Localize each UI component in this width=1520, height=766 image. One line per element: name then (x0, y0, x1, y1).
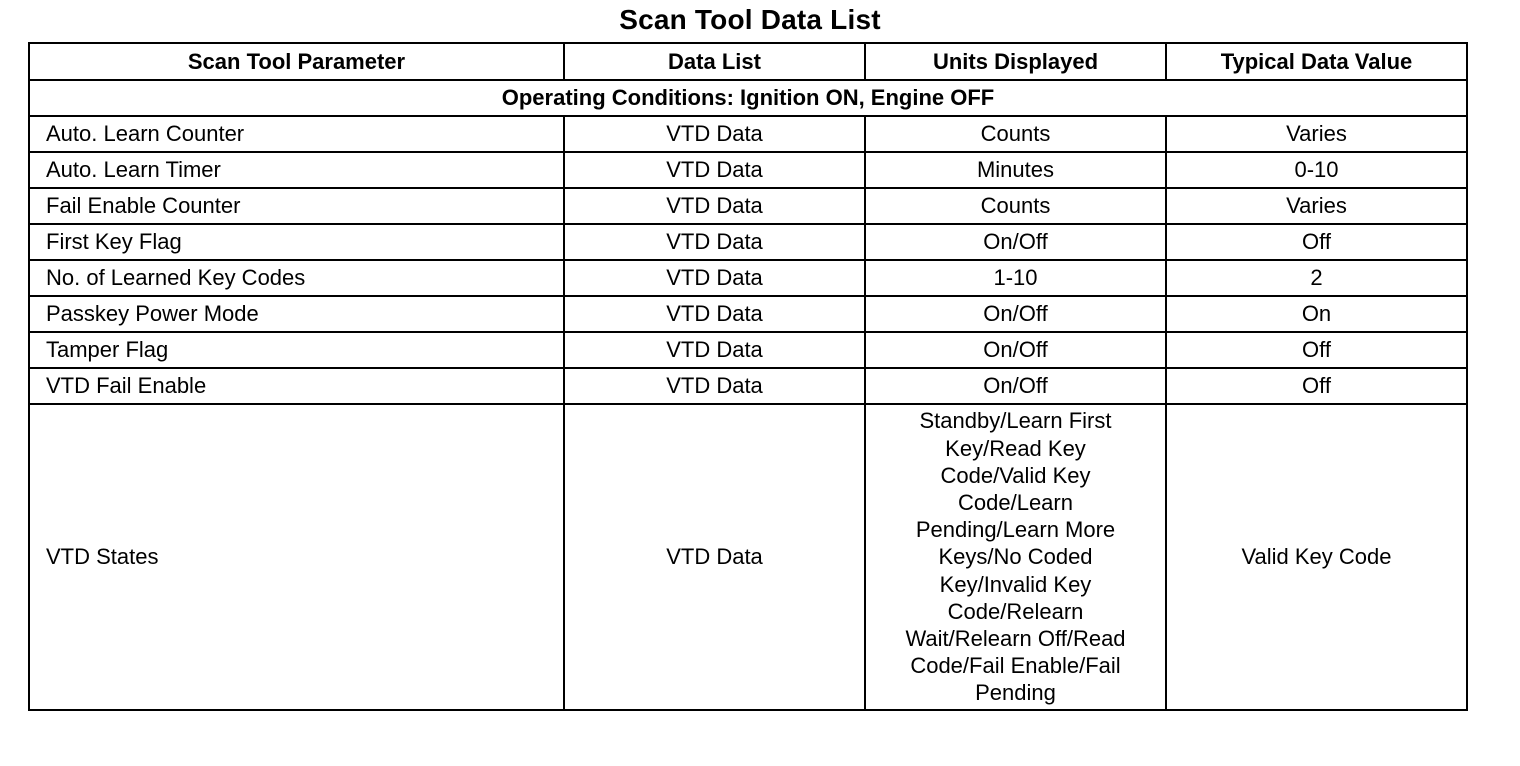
scan-tool-data-table (28, 42, 1468, 711)
typical-value-cell: Varies (1166, 188, 1467, 224)
table-row (29, 116, 1467, 152)
data-list-cell: VTD Data (564, 224, 865, 260)
parameter-cell: Fail Enable Counter (29, 188, 564, 224)
typical-value-cell: Varies (1166, 116, 1467, 152)
table-row (29, 224, 1467, 260)
typical-value-cell: Valid Key Code (1166, 404, 1467, 710)
table-row (29, 332, 1467, 368)
typical-value-cell: Off (1166, 332, 1467, 368)
operating-conditions: Operating Conditions: Ignition ON, Engine OFF (29, 80, 1467, 116)
units-cell: On/Off (865, 296, 1166, 332)
parameter-cell: Auto. Learn Timer (29, 152, 564, 188)
units-cell: On/Off (865, 332, 1166, 368)
units-cell: On/Off (865, 224, 1166, 260)
data-list-cell: VTD Data (564, 332, 865, 368)
units-cell: Counts (865, 188, 1166, 224)
table-row (29, 152, 1467, 188)
units-cell: On/Off (865, 368, 1166, 404)
header-scan-tool-parameter: Scan Tool Parameter (29, 43, 564, 80)
header-units-displayed: Units Displayed (865, 43, 1166, 80)
data-list-cell: VTD Data (564, 152, 865, 188)
typical-value-cell: Off (1166, 224, 1467, 260)
header-row (29, 43, 1467, 80)
parameter-cell: Passkey Power Mode (29, 296, 564, 332)
units-cell: 1-10 (865, 260, 1166, 296)
table-row (29, 404, 1467, 710)
data-list-cell: VTD Data (564, 368, 865, 404)
page-title: Scan Tool Data List (619, 4, 881, 35)
units-cell: Counts (865, 116, 1166, 152)
typical-value-cell: On (1166, 296, 1467, 332)
parameter-cell: No. of Learned Key Codes (29, 260, 564, 296)
table-row (29, 260, 1467, 296)
data-list-cell: VTD Data (564, 296, 865, 332)
table-row (29, 188, 1467, 224)
parameter-cell: VTD Fail Enable (29, 368, 564, 404)
table-row (29, 368, 1467, 404)
units-cell: Minutes (865, 152, 1166, 188)
typical-value-cell: Off (1166, 368, 1467, 404)
header-data-list: Data List (564, 43, 865, 80)
data-list-cell: VTD Data (564, 116, 865, 152)
parameter-cell: Auto. Learn Counter (29, 116, 564, 152)
typical-value-cell: 2 (1166, 260, 1467, 296)
header-typical-data-value: Typical Data Value (1166, 43, 1467, 80)
typical-value-cell: 0-10 (1166, 152, 1467, 188)
units-cell (865, 404, 1166, 710)
vtd-states-list: Standby/Learn First Key/Read Key Code/Valid Key Code/Learn Pending/Learn More Keys/No Coded Key/Invalid Key Code/Relearn Wait/Relearn Off/Read Code/Fail Enable/Fail Pending (905, 408, 1126, 706)
parameter-cell: VTD States (29, 404, 564, 710)
parameter-cell: Tamper Flag (29, 332, 564, 368)
data-list-cell: VTD Data (564, 188, 865, 224)
parameter-cell: First Key Flag (29, 224, 564, 260)
table-row (29, 296, 1467, 332)
data-list-cell: VTD Data (564, 260, 865, 296)
data-list-cell: VTD Data (564, 404, 865, 710)
operating-conditions-row (29, 80, 1467, 116)
